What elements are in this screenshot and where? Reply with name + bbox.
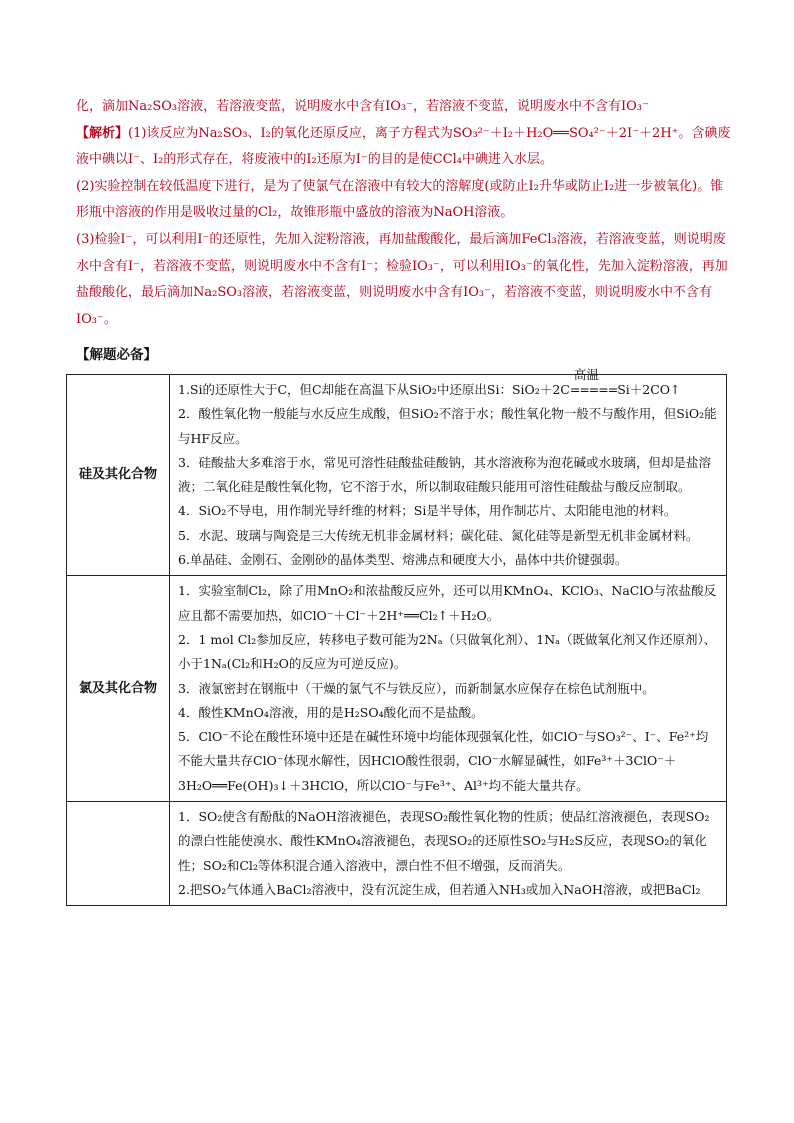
chlorine-item-2: 2．1 mol Cl₂参加反应，转移电子数可能为2Nₐ（只做氧化剂）、1Nₐ（既做氧化剂又作还原剂）、小于1Nₐ(Cl₂和H₂O的反应为可逆反应)。 [178, 631, 717, 672]
chlorine-item-1: 1．实验室制Cl₂，除了用MnO₂和浓盐酸反应外，还可以用KMnO₄、KClO₃、NaClO与浓盐酸反应且都不需要加热，如ClO⁻＋Cl⁻＋2H⁺══Cl₂↑＋H₂O。 [178, 583, 717, 623]
section-title: 【解题必备】 [76, 347, 157, 363]
silicon-item-5: 5．水泥、玻璃与陶瓷是三大传统无机非金属材料；碳化硅、氮化硅等是新型无机非金属材料。 [178, 527, 699, 543]
analysis-text-1: (1)该反应为Na₂SO₃、I₂的氧化还原反应，离子方程式为SO₃²⁻＋I₂＋H₂O══SO₄²⁻＋2I⁻＋2H⁺。含碘废液中碘以I⁻、I₂的形式存在，将废液中的I₂还原为I⁻的目的是使CCl₄中碘进入水层。 [76, 125, 731, 168]
silicon-item-3: 3．硅酸盐大多难溶于水，常见可溶性硅酸盐硅酸钠，其水溶液称为泡花碱或水玻璃，但却是盐溶液；二氧化硅是酸性氧化物，它不溶于水，所以制取硅酸只能用可溶性硅酸盐与酸反应制取。 [178, 454, 711, 495]
silicon-item-6: 6.单晶硅、金刚石、金刚砂的晶体类型、熔沸点和硬度大小，晶体中共价键强弱。 [178, 552, 628, 568]
reaction-condition: 高温 ===== [569, 367, 618, 397]
sulfur-item-2: 2.把SO₂气体通入BaCl₂溶液中，没有沉淀生成，但若通入NH₃或加入NaOH溶液，或把BaCl₂ [178, 881, 701, 897]
silicon-item-4: 4．SiO₂不导电，用作制光导纤维的材料；Si是半导体，用作制芯片、太阳能电池的材料。 [178, 503, 677, 519]
sulfur-item-1: 1．SO₂使含有酚酞的NaOH溶液褪色，表现SO₂酸性氧化物的性质；使品红溶液褪色，表现SO₂的漂白性能使溴水、酸性KMnO₄溶液褪色，表现SO₂的还原性SO₂与H₂S反应，表现SO₂的氧化性；SO₂和Cl₂等体积混合通入溶液中，漂白性不但不增强，反而消失。 [178, 809, 710, 873]
chlorine-item-4: 4．酸性KMnO₄溶液，用的是H₂SO₄酸化而不是盐酸。 [178, 704, 484, 720]
row-label-sulfur [67, 802, 170, 906]
analysis-tag: 【解析】 [76, 125, 129, 141]
chlorine-item-3: 3．液氯密封在钢瓶中（干燥的氯气不与铁反应），而新制氯水应保存在棕色试剂瓶中。 [178, 680, 655, 696]
row-label-silicon: 硅及其化合物 [67, 375, 170, 576]
knowledge-table [66, 367, 727, 906]
table-row-chlorine [67, 576, 727, 802]
silicon-item-1: 1.Si的还原性大于C，但C却能在高温下从SiO₂中还原出Si：SiO₂＋2C 高温 =====Si＋2CO↑ [178, 378, 718, 402]
row-content-sulfur [170, 802, 727, 906]
solution-para-3: (3)检验I⁻，可以利用I⁻的还原性，先加入淀粉溶液，再加盐酸酸化，最后滴加FeCl₃溶液，若溶液变蓝，则说明废水中含有I⁻，若溶液不变蓝，则说明废水中不含有I⁻；检验IO₃⁻，可以利用IO₃⁻的氧化性，先加入淀粉溶液，再加盐酸酸化，最后滴加Na₂SO₃溶液，若溶液变蓝，则说明废水中含有IO₃⁻，若溶液不变蓝，则说明废水中不含有IO₃⁻。 [76, 231, 728, 327]
solution-block [76, 94, 731, 333]
table-row-sulfur [67, 802, 727, 906]
solution-continued-line: 化，滴加Na₂SO₃溶液，若溶液变蓝，说明废水中含有IO₃⁻，若溶液不变蓝，说明废水中不含有IO₃⁻ [76, 99, 649, 114]
table-row-silicon [67, 375, 727, 576]
row-content-silicon [170, 367, 727, 576]
silicon-item-2: 2．酸性氧化物一般能与水反应生成酸，但SiO₂不溶于水；酸性氧化物一般不与酸作用，但SiO₂能与HF反应。 [178, 406, 717, 446]
row-label-chlorine: 氯及其化合物 [67, 576, 170, 802]
chlorine-item-5: 5．ClO⁻不论在酸性环境中还是在碱性环境中均能体现强氧化性，如ClO⁻与SO₃²⁻、I⁻、Fe²⁺均不能大量共存ClO⁻体现水解性，因HClO酸性很弱，ClO⁻水解显碱性，如Fe³⁺＋3ClO⁻＋3H₂O══Fe(OH)₃↓＋3HClO，所以ClO⁻与Fe³⁺、Al³⁺均不能大量共存。 [178, 729, 709, 793]
solution-para-1 [76, 121, 731, 174]
row-content-chlorine [170, 576, 727, 802]
solution-para-2: (2)实验控制在较低温度下进行，是为了使氯气在溶液中有较大的溶解度(或防止I₂升华或防止I₂进一步被氧化)。锥形瓶中溶液的作用是吸收过量的Cl₂，故锥形瓶中盛放的溶液为NaOH溶液。 [76, 178, 724, 221]
